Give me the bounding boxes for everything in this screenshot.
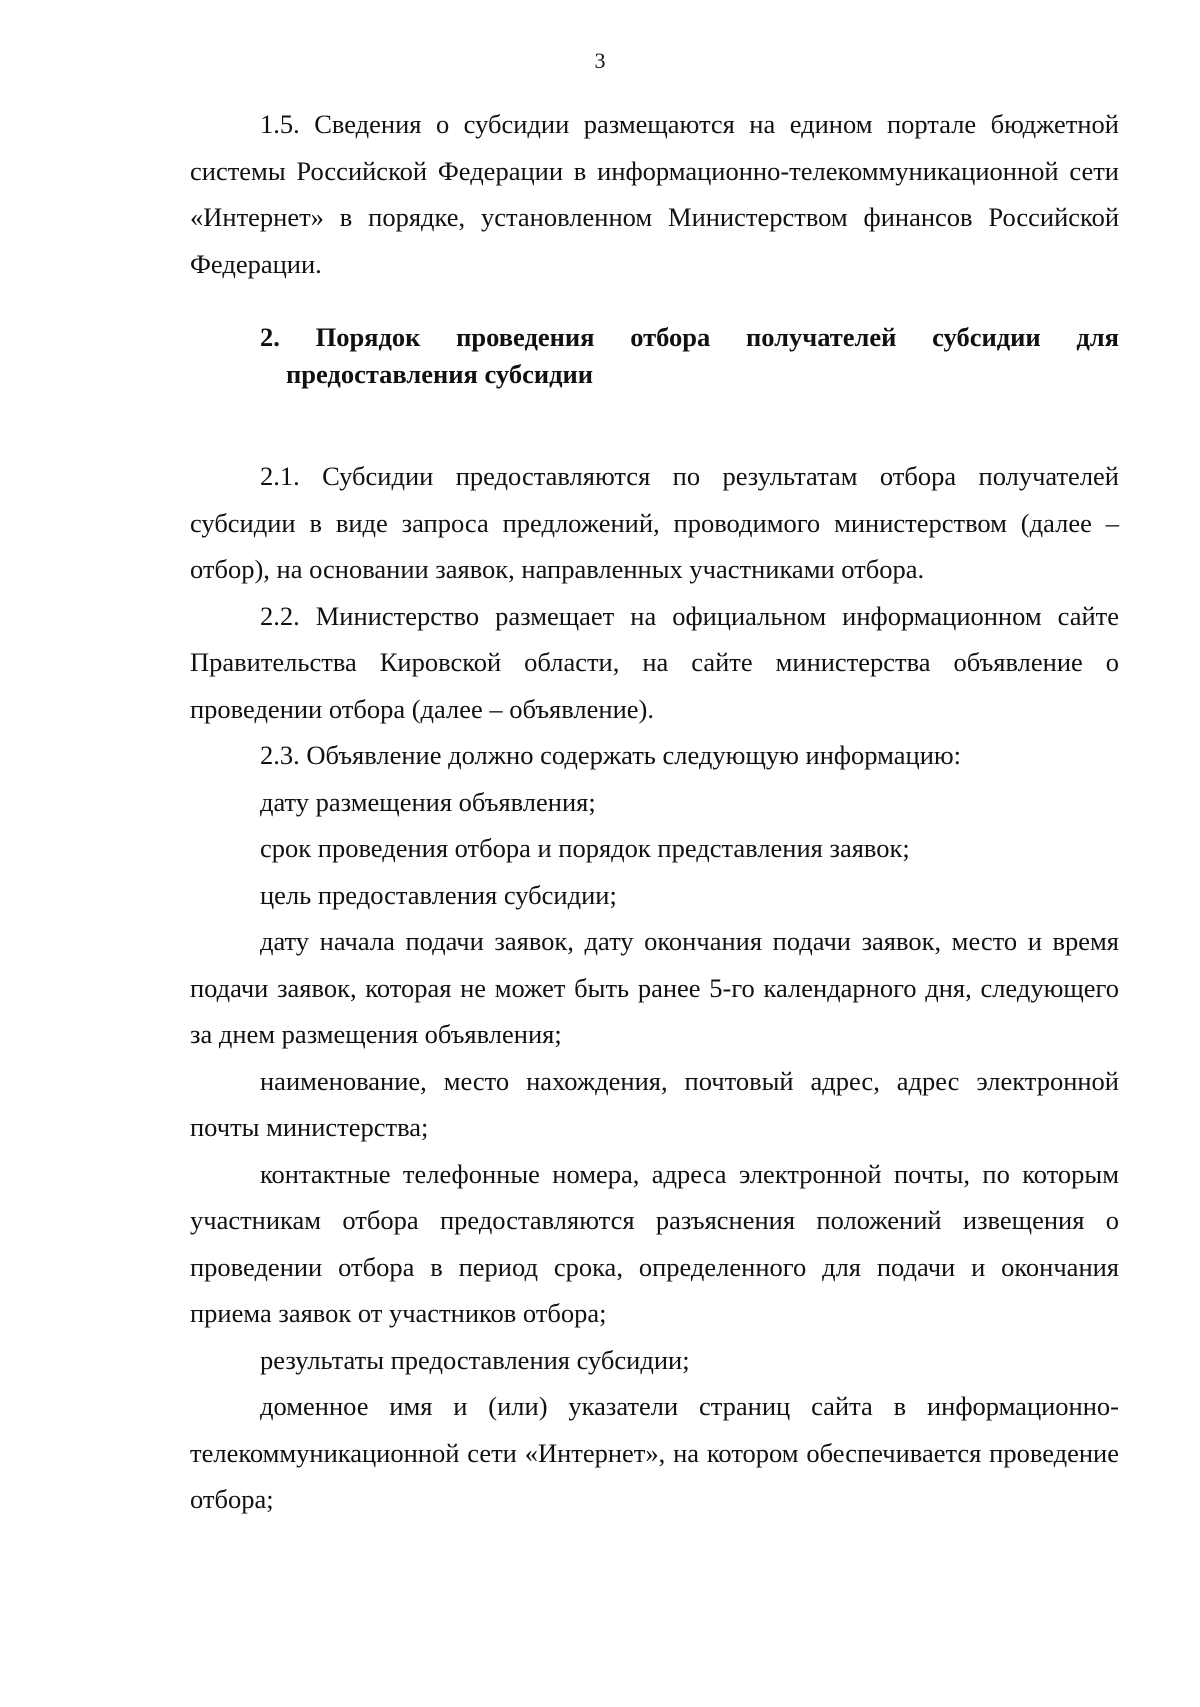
section-2-heading-line-1: 2. Порядок проведения отбора получателей субсидии для: [260, 322, 1119, 352]
list-item-selection-period: срок проведения отбора и порядок представления заявок;: [260, 833, 910, 863]
list-item-publication-date: дату размещения объявления;: [260, 786, 596, 817]
list-item-application-dates: дату начала подачи заявок, дату окончания подачи заявок, место и время подачи заявок, которая не может быть ранее 5-го календарного дня, следующего за днем размещения объявления;: [190, 926, 1119, 1049]
list-item-subsidy-results: результаты предоставления субсидии;: [260, 1344, 690, 1375]
paragraph-2-1: 2.1. Субсидии предоставляются по результатам отбора получателей субсидии в виде запроса предложений, проводимого министерством (далее – отбор), на основании заявок, направленных участниками отбора.: [190, 461, 1119, 584]
section-2-heading-line-2: предоставления субсидии: [286, 359, 594, 389]
page-number: 3: [594, 48, 606, 73]
paragraph-2-3: 2.3. Объявление должно содержать следующую информацию:: [260, 740, 962, 770]
paragraph-1-5: 1.5. Сведения о субсидии размещаются на едином портале бюджетной системы Российской Федерации в информационно-телекоммуникационной сети «Интернет» в порядке, установленном Министерством финансов Российской Федерации.: [190, 109, 1119, 279]
list-item-ministry-contacts: наименование, место нахождения, почтовый адрес, адрес электронной почты министерства;: [190, 1065, 1119, 1142]
section-2-heading: [190, 319, 1119, 393]
paragraph-2-2: 2.2. Министерство размещает на официальном информационном сайте Правительства Кировской области, на сайте министерства объявление о проведении отбора (далее – объявление).: [190, 600, 1119, 724]
list-item-phone-email: контактные телефонные номера, адреса электронной почты, по которым участникам отбора предоставляются разъяснения положений извещения о проведении отбора в период срока, определенного для подачи и окончания приема заявок от участников отбора;: [190, 1158, 1119, 1328]
document-body: [190, 101, 1119, 1523]
list-item-domain-name: доменное имя и (или) указатели страниц сайта в информационно-телекоммуникационной сети «Интернет», на котором обеспечивается проведение отбора;: [190, 1391, 1119, 1514]
list-item-subsidy-purpose: цель предоставления субсидии;: [260, 879, 617, 910]
